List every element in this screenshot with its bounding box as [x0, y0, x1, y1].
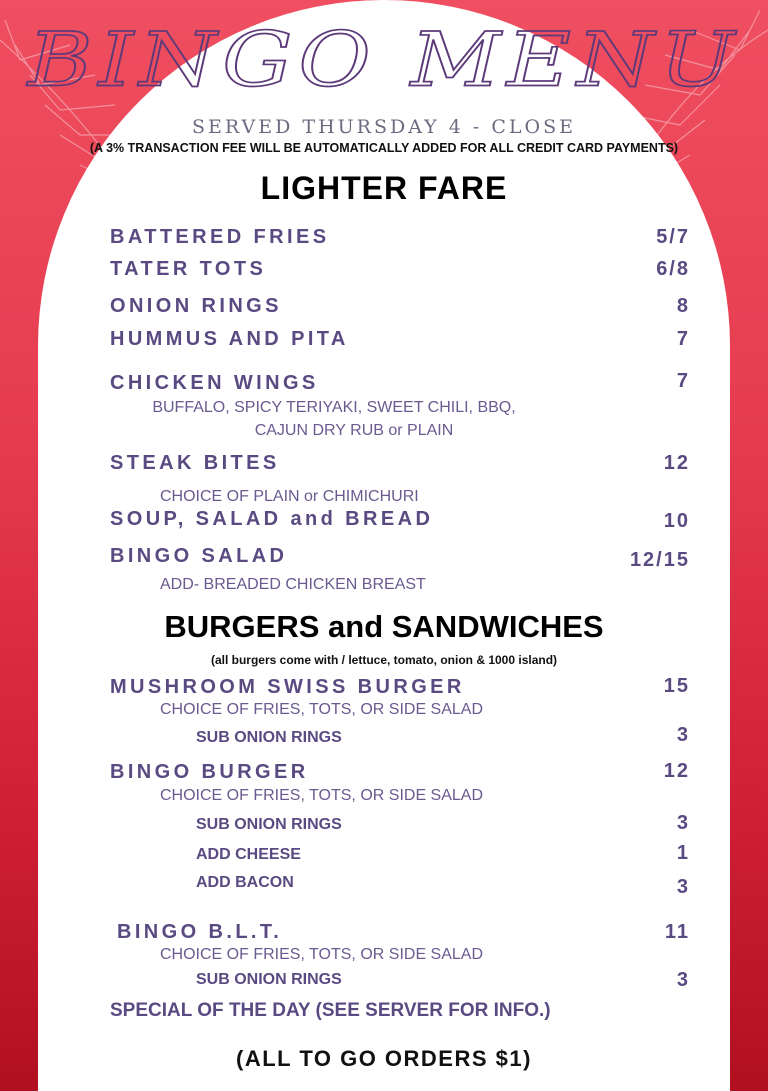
addon-label: SUB ONION RINGS: [196, 729, 342, 746]
burgers-heading: BURGERS and SANDWICHES: [164, 609, 604, 644]
fee-note: (A 3% TRANSACTION FEE WILL BE AUTOMATICALLY ADDED FOR ALL CREDIT CARD PAYMENTS): [89, 141, 679, 155]
menu-item-price: 10: [663, 510, 690, 532]
menu-item-name: STEAK BITES: [110, 452, 280, 474]
menu-item-name: ONION RINGS: [110, 295, 282, 317]
burgers-note: (all burgers come with / lettuce, tomato, onion & 1000 island): [210, 653, 558, 667]
menu-title: BINGO MENU: [27, 15, 741, 104]
menu-item-name: HUMMUS AND PITA: [110, 328, 349, 350]
menu-item-name: BINGO BURGER: [110, 761, 309, 783]
addon-price: 3: [676, 876, 690, 898]
menu-item-price: 6/8: [656, 258, 690, 280]
menu-item-name: BINGO SALAD: [110, 545, 288, 567]
addon-label: ADD CHEESE: [196, 846, 301, 863]
menu-item-name: CHICKEN WINGS: [110, 372, 319, 394]
to-go-fee: (ALL TO GO ORDERS $1): [236, 1046, 532, 1071]
menu-item-description: CHOICE OF FRIES, TOTS, OR SIDE SALAD: [160, 946, 484, 963]
menu-item-description: ADD- BREADED CHICKEN BREAST: [160, 576, 426, 593]
menu-item-description: CAJUN DRY RUB or PLAIN: [254, 422, 454, 439]
menu-item-description: BUFFALO, SPICY TERIYAKI, SWEET CHILI, BBQ,: [152, 399, 516, 416]
addon-label: ADD BACON: [196, 874, 294, 891]
addon-price: 3: [676, 724, 690, 746]
addon-price: 3: [676, 969, 690, 991]
addon-price: 1: [676, 842, 690, 864]
menu-item-price: 11: [664, 921, 690, 943]
menu-item-price: 5/7: [656, 226, 690, 248]
menu-item-price: 7: [676, 328, 690, 350]
menu-item-name: MUSHROOM SWISS BURGER: [110, 676, 465, 698]
menu-item-name: TATER TOTS: [110, 258, 267, 280]
lighter-fare-heading: LIGHTER FARE: [260, 170, 508, 206]
menu-item-description: CHOICE OF FRIES, TOTS, OR SIDE SALAD: [160, 787, 484, 804]
menu-item-price: 7: [676, 370, 690, 392]
menu-item-description: CHOICE OF PLAIN or CHIMICHURI: [160, 488, 419, 505]
menu-item-price: 12: [663, 452, 690, 474]
addon-price: 3: [676, 812, 690, 834]
addon-label: SUB ONION RINGS: [196, 971, 342, 988]
menu-item-price: 12: [663, 760, 690, 782]
menu-item-description: CHOICE OF FRIES, TOTS, OR SIDE SALAD: [160, 701, 484, 718]
menu-item-price: 15: [663, 675, 690, 697]
menu-item-name: BINGO B.L.T.: [117, 921, 283, 943]
menu-item-name: BATTERED FRIES: [110, 226, 330, 248]
served-hours: SERVED THURSDAY 4 - CLOSE: [192, 116, 576, 138]
menu-item-price: 12/15: [629, 549, 690, 571]
addon-label: SUB ONION RINGS: [196, 816, 342, 833]
special-of-the-day: SPECIAL OF THE DAY (SEE SERVER FOR INFO.): [110, 1000, 551, 1021]
menu-item-price: 8: [676, 295, 690, 317]
menu-item-name: SOUP, SALAD and BREAD: [110, 508, 434, 530]
